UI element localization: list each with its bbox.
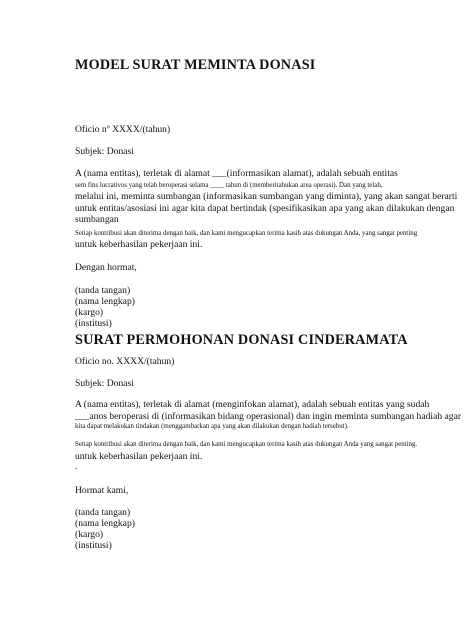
section1-closing: Dengan hormat, [75,262,137,273]
section2-title: SURAT PERMOHONAN DONASI CINDERAMATA [75,332,408,348]
section1-thanks-small: Setiap kontribusi akan diterima dengan baik, dan kami mengucapkan terima kasih atas dukungan Anda, yang sangat penting [75,230,418,237]
section2-subject: Subjek: Donasi [75,378,134,389]
body-line: sumbangan [75,214,119,225]
section1-subject: Subjek: Donasi [75,146,134,157]
signature-line: (nama lengkap) [75,518,135,529]
section2-dot: . [75,461,78,472]
section1-title: MODEL SURAT MEMINTA DONASI [75,57,316,73]
signature-line: (institusi) [75,540,112,551]
signature-line: (tanda tangan) [75,285,131,296]
signature-line: (nama lengkap) [75,296,135,307]
section2-closing: Hormat kami, [75,485,129,496]
signature-line: (institusi) [75,318,112,329]
section1-body [75,168,457,226]
section2-signature [75,507,135,551]
body-line: untuk entitas/asosiasi ini agar kita dapat bertindak (spesifikasikan apa yang akan dilakukan dengan [75,202,455,214]
section1-thanks-line: untuk keberhasilan pekerjaan ini. [75,239,203,250]
section1-reference: Oficio nº XXXX/(tahun) [75,124,171,135]
section2-thanks-small: Setiap kontribusi akan diterima dengan baik, dan kami mengucapkan terima kasih atas dukungan Anda yang sangat penting. [75,441,418,448]
body-line: A (nama entitas), terletak di alamat (menginfokan alamat), adalah sebuah entitas yang sudah [75,399,430,410]
signature-line: (kargo) [75,529,104,540]
body-line: sem fins lucrativos yang telah beroperasi selama ____ tahun di (memberitahukan area operasi). Dan yang telah, [75,181,383,189]
body-line: A (nama entitas), terletak di alamat ___(informasikan alamat), adalah sebuah entitas [75,168,398,179]
body-line: ___anos beroperasi di (informasikan bidang operasional) dan ingin meminta sumbangan hadiah agar [75,410,462,422]
signature-line: (kargo) [75,307,104,318]
body-line: melalui ini, meminta sumbangan (informasikan sumbangan yang diminta), yang akan sangat berarti [75,191,458,202]
section2-thanks-line: untuk keberhasilan pekerjaan ini. [75,451,203,462]
section2-body [75,399,461,432]
body-line: kita dapat melakukan tindakan (menggambarkan apa yang akan dilakukan dengan hadiah tersebut). [75,423,349,430]
section1-signature [75,285,135,329]
signature-line: (tanda tangan) [75,507,131,518]
section2-reference: Oficio no. XXXX/(tahun) [75,356,175,367]
